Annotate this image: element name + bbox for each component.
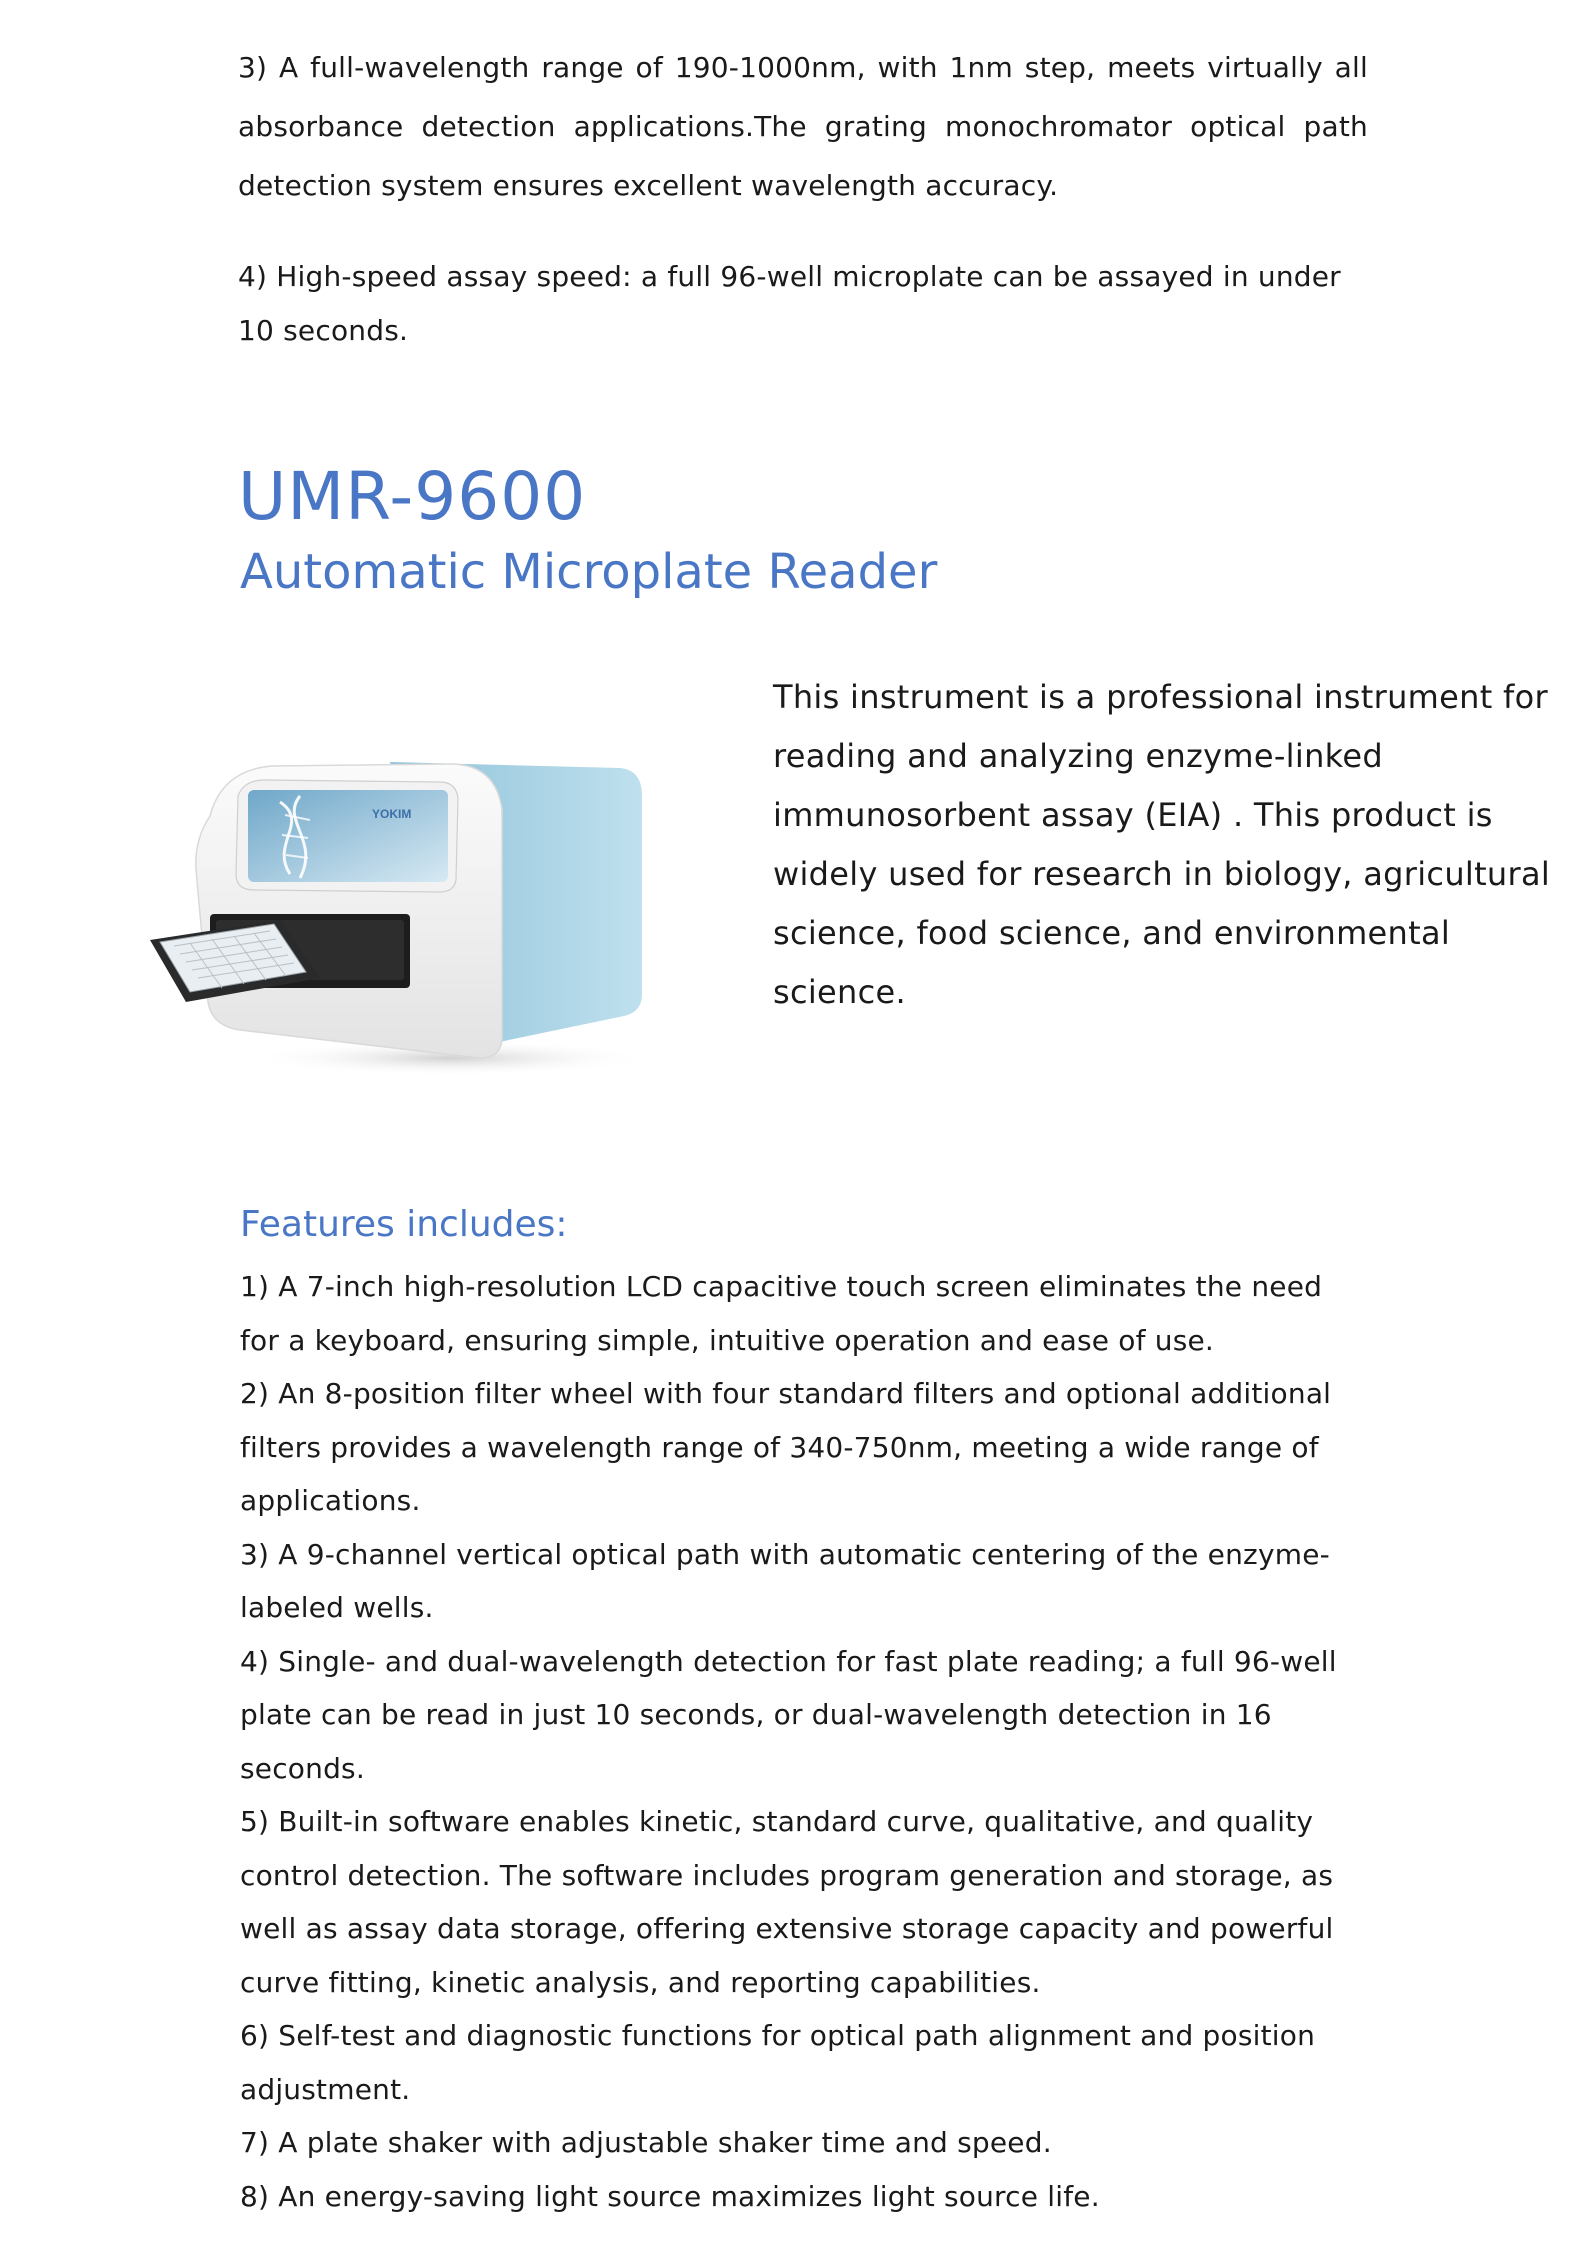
feature-item: 2) An 8-position filter wheel with four standard filters and optional additional filters provides a wavelength range of 340-750nm, meeting a wide range of applications. xyxy=(240,1377,1332,1517)
feature-item: 6) Self-test and diagnostic functions for optical path alignment and position adjustment. xyxy=(240,2019,1316,2106)
product-model-title: UMR-9600 xyxy=(238,458,587,535)
intro-item-3: 3) A full-wavelength range of 190-1000nm, with 1nm step, meets virtually all absorbance detection applications.The grating monochromator optical path detection system ensures excellent wavelength accuracy. xyxy=(238,51,1368,202)
product-description: This instrument is a professional instrument for reading and analyzing enzyme-linked immunosorbent assay (EIA) . This product is widely used for research in biology, agricultural science, food science, and environmental science. xyxy=(773,678,1551,1011)
product-name-subtitle: Automatic Microplate Reader xyxy=(240,544,938,600)
feature-item: 8) An energy-saving light source maximizes light source life. xyxy=(240,2179,1100,2213)
feature-item: 1) A 7-inch high-resolution LCD capacitive touch screen eliminates the need for a keyboard, ensuring simple, intuitive operation and ease of use. xyxy=(240,1270,1323,1357)
feature-item: 7) A plate shaker with adjustable shaker time and speed. xyxy=(240,2126,1052,2159)
screen-logo: YOKIM xyxy=(372,807,412,821)
features-list xyxy=(240,1260,1370,2223)
feature-item: 4) Single- and dual-wavelength detection for fast plate reading; a full 96-well plate can be read in just 10 seconds, or dual-wavelength detection in 16 seconds. xyxy=(240,1644,1337,1785)
touch-screen xyxy=(248,790,448,882)
feature-item: 5) Built-in software enables kinetic, standard curve, qualitative, and quality control detection. The software includes program generation and storage, as well as assay data storage, offering extensive storage capacity and powerful curve fitting, kinetic analysis, and reporting capabilities. xyxy=(240,1805,1334,1999)
intro-item-4: 4) High-speed assay speed: a full 96-well microplate can be assayed in under 10 seconds. xyxy=(238,260,1341,347)
feature-item: 3) A 9-channel vertical optical path with automatic centering of the enzyme-labeled wells. xyxy=(240,1537,1330,1624)
microplate-reader-image xyxy=(150,740,660,1080)
features-heading: Features includes: xyxy=(240,1204,568,1245)
